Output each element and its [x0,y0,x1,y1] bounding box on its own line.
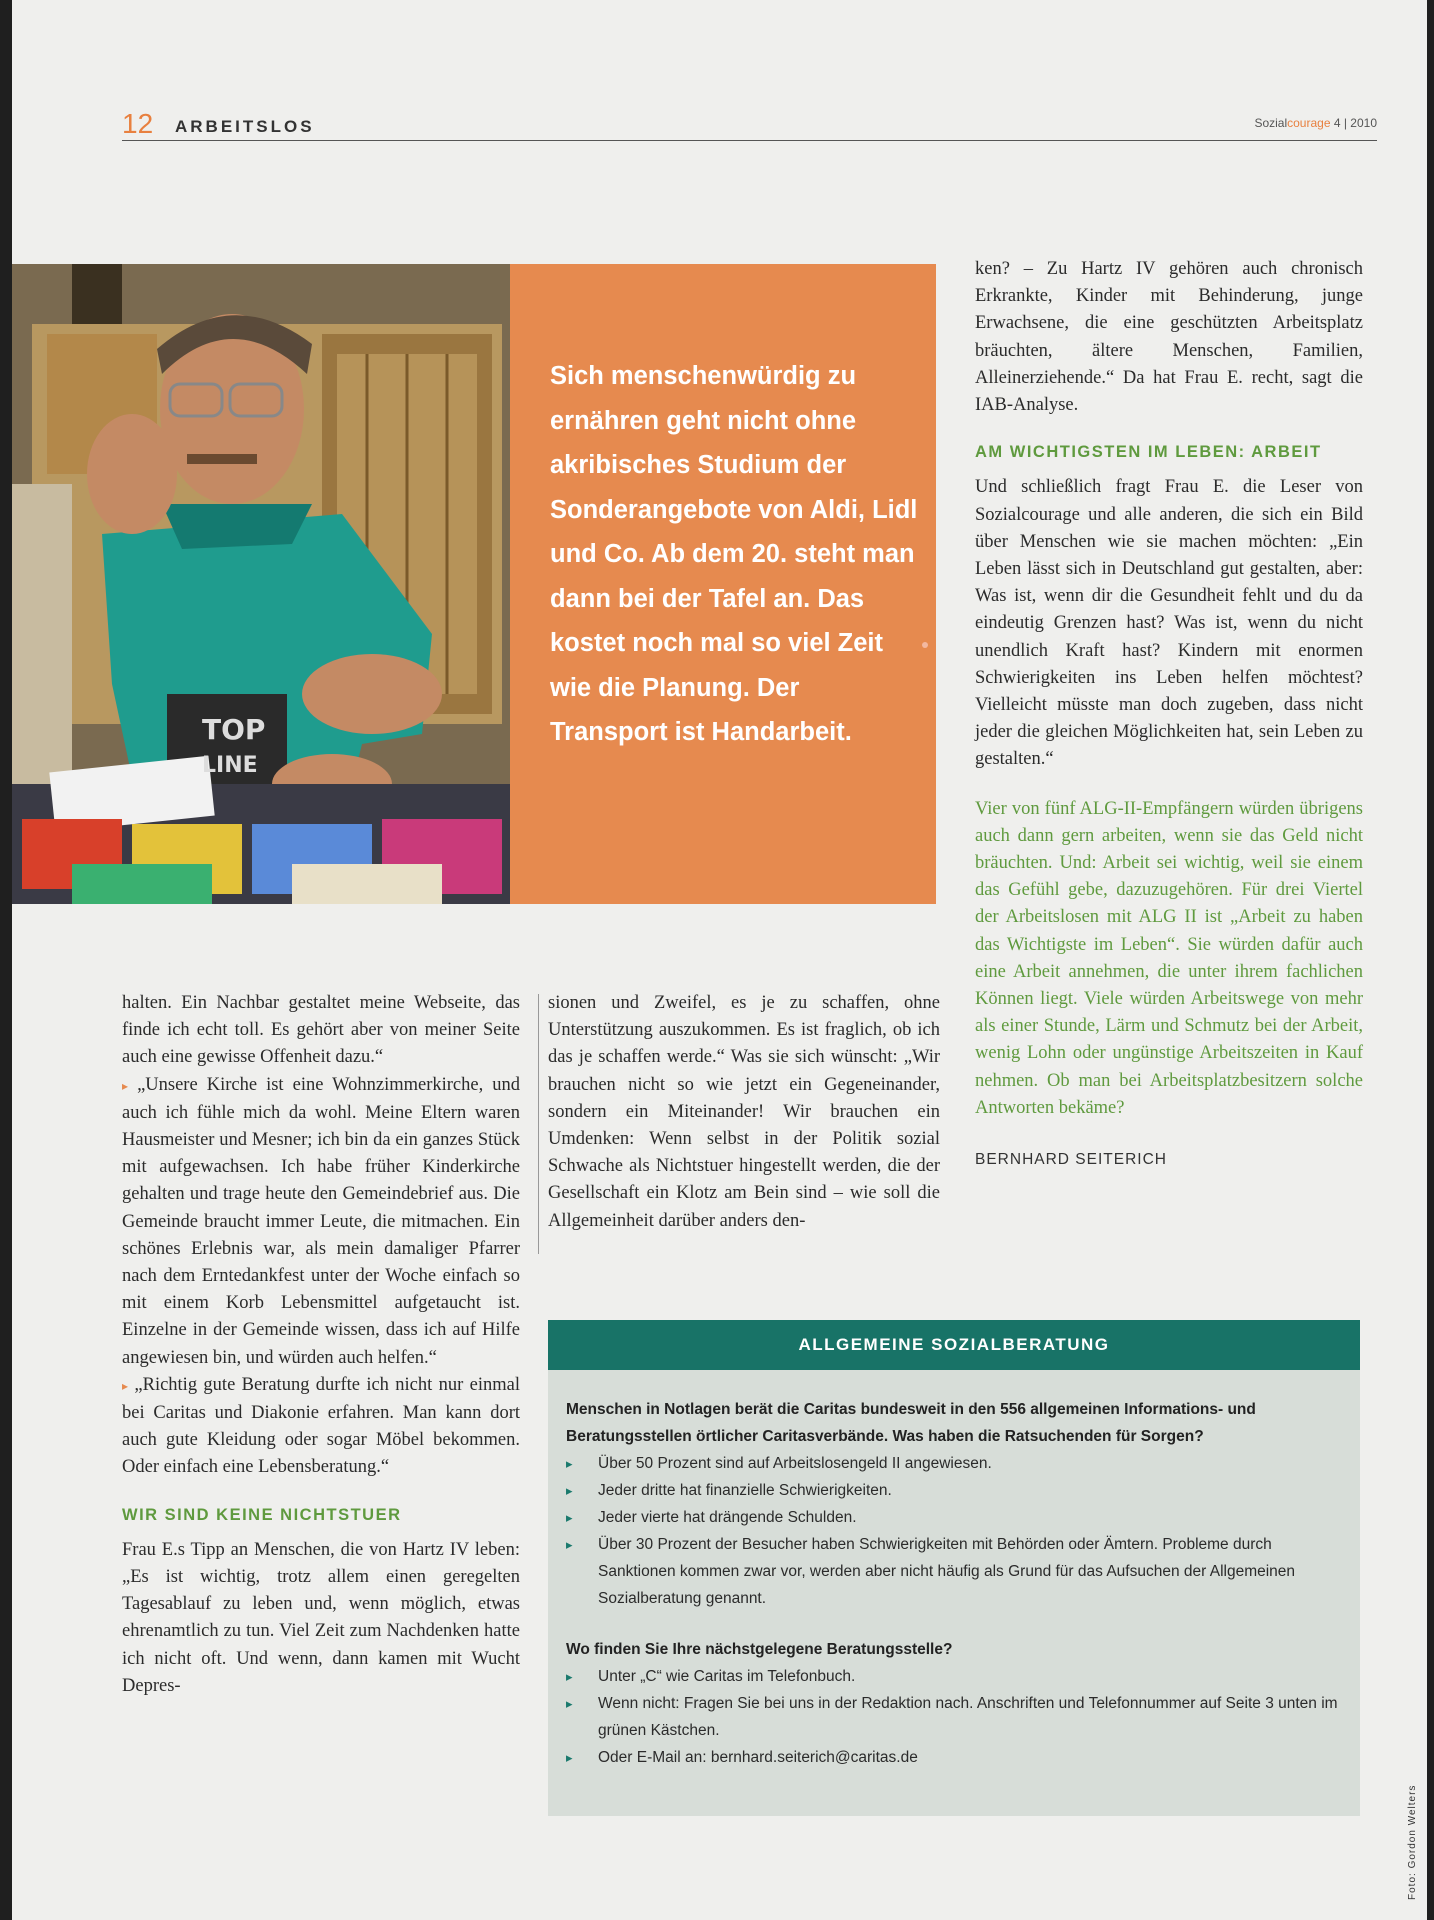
magazine-name-accent: courage [1287,116,1331,130]
left-paragraph-3 [122,1372,520,1482]
info-box-sozialberatung [548,1320,1360,1816]
issue-number: 4 | 2010 [1333,116,1377,130]
arrow-icon: ▸ [122,1078,129,1093]
page-number: 12 [122,108,154,139]
left-paragraph-4: Frau E.s Tipp an Menschen, die von Hartz IV leben: „Es ist wichtig, trotz allem einen geregelten Tagesablauf zu leben und, wenn möglich, etwas ehrenamtlich zu tun. Viel Zeit zum Nachdenken hatte ich nicht oft. Und wenn, dann kamen mit Wucht Depres- [122,1539,520,1696]
right-paragraph-3: Vier von fünf ALG-II-Empfängern würden übrigens auch dann gern arbeiten, wenn sie das Geld nicht bräuchten. Und: Arbeit sei wichtig, weil sie einem das Gefühl gebe, dazuzugehören. Für drei Viertel der Arbeitslosen mit ALG II ist „Arbeit zu haben das Wichtigste im Leben“. Sie würden dafür auch eine Arbeit annehmen, die unter ihrem fachlichen Können liegt. Viele würden Arbeitswege von mehr als einer Stunde, Lärm und Schmutz bei der Arbeit, wenig Lohn oder ungünstige Arbeitszeiten in Kauf nehmen. Ob man bei Arbeitsplatzbesitzern solche Antworten bekäme? [975,798,1363,1118]
info-box-body [566,1396,1348,1771]
photo-credit [1407,1780,1427,1900]
info-box-question: Wo finden Sie Ihre nächstgelegene Beratungsstelle? [566,1641,953,1658]
list-item-email[interactable]: ▸ Oder E-Mail an: bernhard.seiterich@caritas.de [566,1744,1348,1771]
info-box-title: ALLGEMEINE SOZIALBERATUNG [548,1320,1360,1370]
subheading-arbeit: AM WICHTIGSTEN IM LEBEN: ARBEIT [975,443,1322,462]
column-right [975,256,1363,1173]
worries-list [566,1450,1348,1612]
list-item: ▸ Jeder vierte hat drängende Schulden. [566,1504,1348,1531]
list-item: ▸ Jeder dritte hat finanzielle Schwierigkeiten. [566,1477,1348,1504]
arrow-icon: ▸ [122,1378,129,1393]
left-paragraph-1: halten. Ein Nachbar gestaltet meine Webseite, das finde ich echt toll. Es gehört aber von meiner Seite auch eine gewisse Offenheit dazu.“ [122,993,520,1068]
photo-credit-text: Foto: Gordon Welters [1407,1784,1418,1900]
info-box-intro: Menschen in Notlagen berät die Caritas bundesweit in den 556 allgemeinen Informations- und Beratungsstellen örtlicher Caritasverbände. Was haben die Ratsuchenden für Sorgen? [566,1401,1256,1445]
shirt-print-bottom: LINE [202,753,258,778]
portrait-illustration [12,264,510,904]
left-paragraph-3-text: „Richtig gute Beratung durfte ich nicht nur einmal bei Caritas und Diakonie erfahren. Man kann dort auch gute Kleidung oder sogar Möbel bekommen. Oder einfach eine Lebensberatung.“ [122,1374,520,1478]
right-paragraph-1: ken? – Zu Hartz IV gehören auch chronisch Erkrankte, Kinder mit Behinderung, junge Erwachsene, die eine geschützten Arbeitsplatz bräuchten, ältere Menschen, Familien, Alleinerziehende.“ Da hat Frau E. recht, sagt die IAB-Analyse. [975,259,1363,416]
list-item: ▸ Über 30 Prozent der Besucher haben Schwierigkeiten mit Behörden oder Ämtern. Probleme durch Sanktionen kommen zwar vor, werden aber nicht häufig als Grund für das Aufsuchen der Allgemeinen Sozialberatung genannt. [566,1531,1348,1612]
subheading-nichtstuer: WIR SIND KEINE NICHTSTUER [122,1505,402,1524]
middle-paragraph-1: sionen und Zweifel, es je zu schaffen, ohne Unterstützung auszukommen. Es ist fraglich, ob ich das je schaffen werde.“ Was sie sich wünscht: „Wir brauchen nicht so wie jetzt ein Gegeneinander, sondern ein Miteinander! Wir brauchen ein Umdenken: Wenn selbst in der Politik sozial Schwache als Nichtstuer hingestellt werden, die der Gesellschaft ein Klotz am Bein sind – wie soll die Allgemeinheit darüber anders den- [548,993,940,1231]
portrait-photo [12,264,510,904]
left-paragraph-2-text: „Unsere Kirche ist eine Wohnzimmerkirche, und auch ich fühle mich da wohl. Meine Eltern waren Hausmeister und Mesner; ich bin da ein ganzes Stück mit aufgewachsen. Ich habe früher Kinderkirche gehalten und trage heute den Gemeindebrief aus. Die Gemeinde braucht immer Leute, die mitmachen. Ein schönes Erlebnis war, als mein damaliger Pfarrer nach dem Erntedankfest unter der Woche einfach so mit einem Korb Lebensmittel aufgetaucht ist. Einzelne in der Gemeinde wissen, dass ich auf Hilfe angewiesen bin, und würden auch helfen.“ [122,1074,520,1368]
column-left [122,990,520,1700]
right-paragraph-2: Und schließlich fragt Frau E. die Leser von Sozialcourage und alle anderen, die sich ein Bild über Menschen wie sie machen möchten: „Ein Leben lässt sich in Deutschland gut gestalten, aber: Was ist, wenn dir die Gesundheit fehlt und du da eindeutig Grenzen hast? Was ist, wenn du nicht unendlich Kraft hast? Kindern mit enormen Schwierigkeiten ins Leben helfen möchtest? Vielleicht müsste man doch zugeben, dass nicht jeder die gleichen Möglichkeiten hat, sein Leben zu gestalten.“ [975,477,1363,770]
locations-list [566,1663,1348,1771]
page-header [122,108,1377,141]
magazine-name: Sozial [1254,116,1288,130]
magazine-issue [1254,116,1377,130]
left-paragraph-2 [122,1072,520,1372]
list-item: ▸ Über 50 Prozent sind auf Arbeitslosengeld II angewiesen. [566,1450,1348,1477]
author-byline: BERNHARD SEITERICH [975,1151,1167,1169]
list-item: ▸ Unter „C“ wie Caritas im Telefonbuch. [566,1663,1348,1690]
shirt-print-top: TOP [202,713,266,746]
section-title: ARBEITSLOS [175,117,315,136]
pull-quote-text: Sich menschenwürdig zu ernähren geht nicht ohne akribisches Studium der Sonderangebote von Aldi, Lidl und Co. Ab dem 20. steht man dann bei der Tafel an. Das kostet noch mal so viel Zeit wie die Planung. Der Transport ist Handarbeit. [550,362,918,746]
column-divider [538,994,539,1254]
list-item: ▸ Wenn nicht: Fragen Sie bei uns in der Redaktion nach. Anschriften und Telefonnummer auf Seite 3 unten im grünen Kästchen. [566,1690,1348,1744]
column-middle [548,990,940,1235]
magazine-page [12,0,1427,1920]
quote-dot [922,642,928,648]
pull-quote-box [510,264,936,904]
